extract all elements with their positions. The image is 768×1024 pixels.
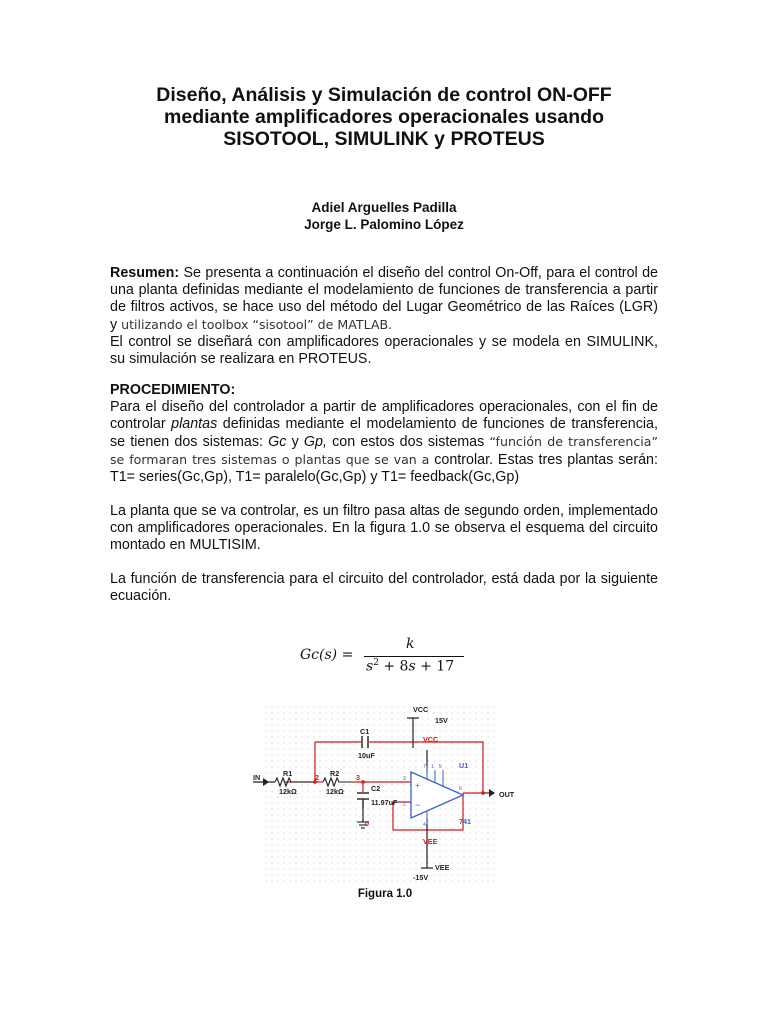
p1-text-d: “función de transferencia” se formaran tres sistemas o plantas que se van a [110,434,659,467]
pin-6: 6 [459,786,462,792]
abstract-paragraph-2: El control se diseñará con amplificadores operacionales y se modela en SIMULINK, su simulación se realizara en PROTEUS. [110,334,658,367]
procedure-paragraph-3: La función de transferencia para el circuito del controlador, está dada por la siguiente ecuación. [110,571,658,604]
abstract-section [110,265,658,368]
pin-7: 7 [423,764,426,770]
minus-sign: − [415,800,421,810]
p1-text-b: definidas mediante el modelamiento de funciones de transferencia, se tienen dos sistemas: [110,416,658,450]
circuit-schematic [253,700,515,890]
label-c1-value: 10uF [358,751,375,760]
equation-denominator [366,658,454,675]
label-node-2: 2 [315,773,319,782]
pin-5: 5 [439,764,442,770]
label-node-3: 3 [356,773,360,782]
p1-text-e: controlar. Estas tres plantas serán: T1= series(Gc,Gp), T1= paralelo(Gc,Gp) y T1= feedback(Gc,Gp) [110,452,658,485]
den-s: s [366,658,374,675]
label-c2: C2 [371,784,381,793]
transfer-function-equation [300,636,470,678]
label-c1: C1 [360,727,370,736]
label-vcc-top: VCC [413,705,429,714]
junction-node-3 [361,780,365,784]
equation-numerator: k [406,636,415,652]
label-node-0: 0 [365,819,369,828]
den-exp: 2 [373,658,379,668]
label-vee: VEE [435,863,450,872]
abstract-text-2: utilizando el toolbox “sisotool” de MATLAB. [121,317,393,332]
procedure-paragraph-2: La planta que se va controlar, es un filtro pasa altas de segundo orden, implementado con amplificadores operacionales. En la figura 1.0 se observa el esquema del circuito montado en MULTISIM. [110,503,658,553]
author-2: Jorge L. Palomino López [304,217,464,232]
label-741: 741 [459,817,471,826]
pin-2: 2 [403,802,406,808]
pin-1: 1 [431,764,434,770]
junction-out [481,791,485,795]
procedure-paragraph-1 [110,399,658,486]
p1-y: y [286,434,304,450]
label-out: OUT [499,790,515,799]
author-list [60,199,708,233]
abstract-text-1: Se presenta a continuación el diseño del control On-Off, para el control de una planta definidas mediante el modelamiento de funciones de transferencia a partir de filtros activos, se hace uso del método del Lugar Geométrico de las Raíces (LGR) y [110,265,658,333]
p1-gc: Gc [268,434,287,450]
p1-gp: Gp, [303,434,327,450]
title-line-3: SISOTOOL, SIMULINK y PROTEUS [223,128,545,150]
label-u1: U1 [459,761,469,770]
pin-4: 4 [423,822,426,828]
pin-3: 3 [403,776,406,782]
plus-sign: + [415,781,420,790]
p1-text-c: con estos dos sistemas [326,434,490,450]
label-c2-value: 11.97uF [371,798,398,807]
label-minus-15v: -15V [413,873,429,882]
p1-plantas: plantas [171,416,218,432]
den-rest: + 8 [378,658,409,675]
abstract-paragraph [110,265,658,334]
abstract-label: Resumen: [110,265,180,281]
label-15v: 15V [435,716,448,725]
fraction-bar [364,656,464,657]
figure-caption: Figura 1.0 [357,888,413,900]
label-r2-value: 12kΩ [326,787,344,796]
equation-lhs: Gc(s) = [300,647,354,663]
den-s2: s [408,658,416,675]
title-line-1: Diseño, Análisis y Simulación de control ON-OFF [156,84,612,106]
label-r2: R2 [330,769,340,778]
label-r1-value: 12kΩ [279,787,297,796]
den-end: + 17 [415,658,455,675]
paper-title [60,84,708,150]
label-vcc-red: VCC [423,735,439,744]
label-vee-red: VEE [423,837,438,846]
procedure-section [110,382,658,605]
procedure-heading: PROCEDIMIENTO: [110,382,236,398]
title-line-2: mediante amplificadores operacionales usando [164,106,604,128]
label-in: IN [253,773,261,782]
author-1: Adiel Arguelles Padilla [311,200,457,215]
p1-text-a: Para el diseño del controlador a partir de amplificadores operacionales, con el fin de controlar [110,399,658,432]
label-r1: R1 [283,769,293,778]
